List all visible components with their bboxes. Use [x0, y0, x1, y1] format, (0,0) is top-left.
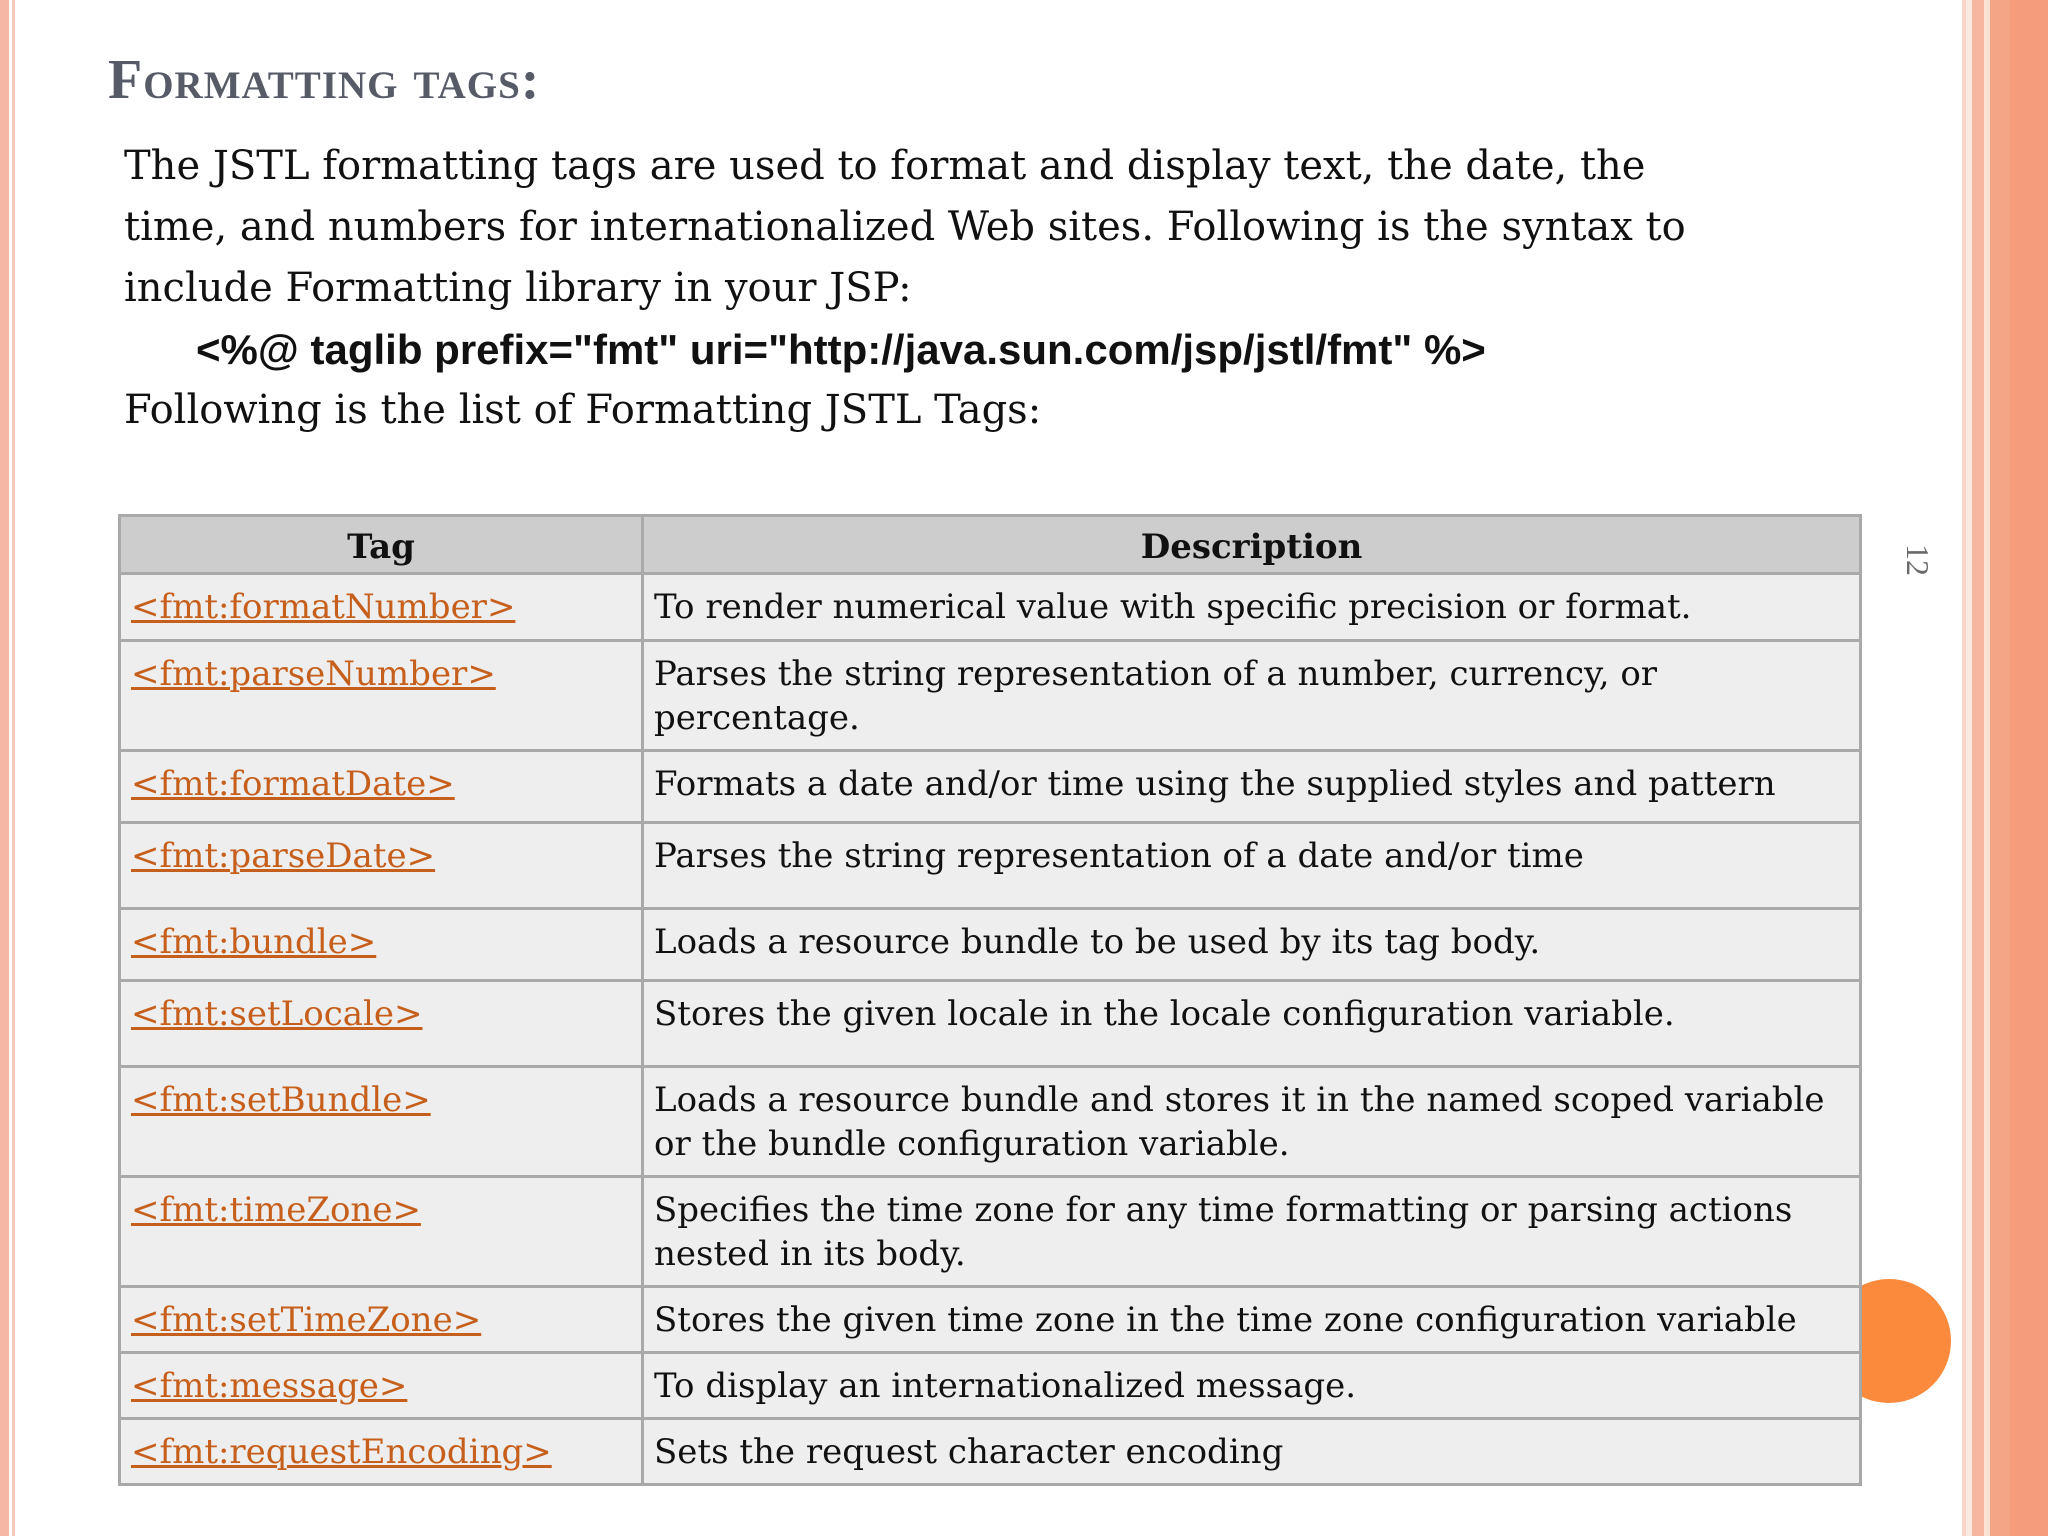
right-stripe [1972, 0, 1984, 1536]
description-cell: Parses the string representation of a date and/or time [643, 823, 1861, 909]
tag-cell [120, 823, 643, 909]
tag-cell [120, 641, 643, 751]
tag-link-parseDate[interactable]: <fmt:parseDate> [131, 836, 436, 876]
slide-title: Formatting tags: [108, 49, 541, 111]
table-row [120, 751, 1861, 823]
tag-cell [120, 751, 643, 823]
table-row [120, 1067, 1861, 1177]
taglib-code-line: <%@ taglib prefix="fmt" uri="http://java.sun.com/jsp/jstl/fmt" %> [196, 326, 1486, 373]
tag-link-setBundle[interactable]: <fmt:setBundle> [131, 1080, 431, 1120]
tag-link-formatDate[interactable]: <fmt:formatDate> [131, 764, 455, 804]
list-intro: Following is the list of Formatting JSTL Tags: [124, 387, 1042, 433]
table-row [120, 981, 1861, 1067]
tag-link-timeZone[interactable]: <fmt:timeZone> [131, 1190, 421, 1230]
intro-line: time, and numbers for internationalized Web sites. Following is the syntax to [124, 204, 1686, 250]
tag-cell [120, 1419, 643, 1485]
description-cell: Sets the request character encoding [643, 1419, 1861, 1485]
right-stripe [1990, 0, 2010, 1536]
tag-cell [120, 1067, 643, 1177]
description-cell: Formats a date and/or time using the supplied styles and pattern [643, 751, 1861, 823]
tag-cell [120, 1287, 643, 1353]
tag-link-requestEncoding[interactable]: <fmt:requestEncoding> [131, 1432, 552, 1472]
page-number: 12 [1900, 544, 1936, 576]
left-border-inner [12, 0, 15, 1536]
table-row [120, 574, 1861, 641]
description-cell: To display an internationalized message. [643, 1353, 1861, 1419]
tag-cell [120, 1353, 643, 1419]
tag-link-setLocale[interactable]: <fmt:setLocale> [131, 994, 423, 1034]
tag-link-parseNumber[interactable]: <fmt:parseNumber> [131, 654, 496, 694]
intro-line: The JSTL formatting tags are used to format and display text, the date, the [124, 143, 1646, 189]
tag-link-formatNumber[interactable]: <fmt:formatNumber> [131, 587, 516, 627]
left-border [0, 0, 9, 1536]
table-row [120, 909, 1861, 981]
description-cell: Specifies the time zone for any time formatting or parsing actions nested in its body. [643, 1177, 1861, 1287]
description-cell: Parses the string representation of a number, currency, or percentage. [643, 641, 1861, 751]
tag-link-setTimeZone[interactable]: <fmt:setTimeZone> [131, 1300, 482, 1340]
table-row [120, 823, 1861, 909]
table-row [120, 1419, 1861, 1485]
right-stripe [2010, 0, 2048, 1536]
intro-line: include Formatting library in your JSP: [124, 265, 912, 311]
tag-cell [120, 981, 643, 1067]
description-cell: Loads a resource bundle and stores it in the named scoped variable or the bundle configuration variable. [643, 1067, 1861, 1177]
column-header-tag: Tag [120, 516, 643, 574]
tag-link-bundle[interactable]: <fmt:bundle> [131, 922, 377, 962]
table-row [120, 1287, 1861, 1353]
description-cell: Loads a resource bundle to be used by its tag body. [643, 909, 1861, 981]
table-header-row [120, 516, 1861, 574]
tag-cell [120, 574, 643, 641]
tag-cell [120, 1177, 643, 1287]
tag-link-message[interactable]: <fmt:message> [131, 1366, 408, 1406]
table-row [120, 641, 1861, 751]
intro-text [124, 136, 1844, 441]
formatting-tags-table [118, 514, 1862, 1486]
table-row [120, 1353, 1861, 1419]
tag-cell [120, 909, 643, 981]
column-header-description: Description [643, 516, 1861, 574]
description-cell: Stores the given locale in the locale configuration variable. [643, 981, 1861, 1067]
description-cell: To render numerical value with specific precision or format. [643, 574, 1861, 641]
description-cell: Stores the given time zone in the time zone configuration variable [643, 1287, 1861, 1353]
table-row [120, 1177, 1861, 1287]
